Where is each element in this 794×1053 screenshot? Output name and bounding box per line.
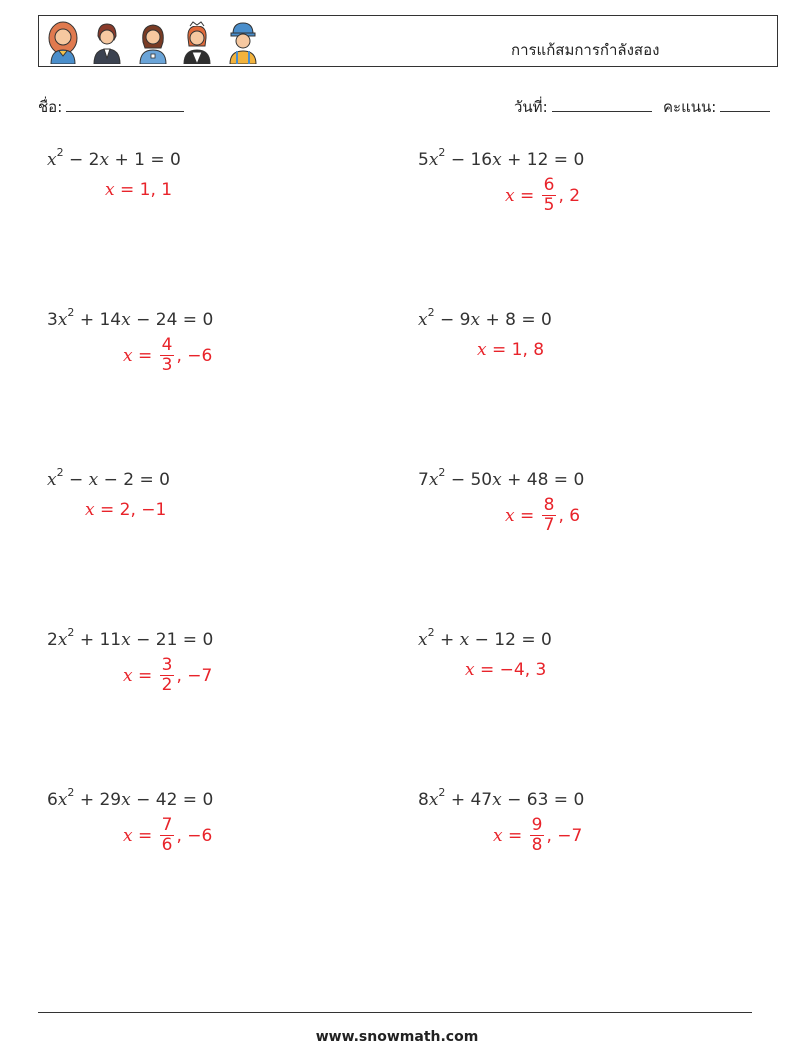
date-label: วันที่:: [514, 98, 548, 116]
problem-equation-10: $8x^2 + 47x - 63 = 0$: [418, 786, 585, 810]
problem-equation-5: $x^2 - x - 2 = 0$: [47, 466, 170, 490]
problem-answer-2: x = $\frac{6}{5}$ , 2: [505, 175, 581, 215]
woman-avatar-icon: [45, 20, 81, 64]
date-blank[interactable]: [552, 97, 652, 112]
nurse-avatar-icon: [135, 20, 171, 64]
problem-answer-4: x = 1 , 8: [477, 340, 545, 360]
problem-answer-10: x = $\frac{9}{8}$ , −7: [493, 815, 583, 855]
problem-answer-5: x = 2 , −1: [85, 500, 167, 520]
name-label: ชื่อ:: [38, 98, 63, 116]
problem-answer-9: x = $\frac{7}{6}$ , −6: [123, 815, 213, 855]
problem-equation-8: $x^2 + x - 12 = 0$: [418, 626, 552, 650]
score-field: [663, 95, 770, 119]
footer-url: www.snowmath.com: [315, 1029, 479, 1045]
page-title: การแก้สมการกำลังสอง: [511, 41, 660, 59]
score-blank[interactable]: [720, 97, 770, 112]
problem-answer-7: x = $\frac{3}{2}$ , −7: [123, 655, 213, 695]
worker-avatar-icon: [225, 20, 261, 64]
name-blank[interactable]: [66, 97, 184, 112]
score-label: คะแนน:: [663, 98, 717, 116]
businesswoman-avatar-icon: [89, 20, 125, 64]
problem-equation-2: $5x^2 - 16x + 12 = 0$: [418, 146, 585, 170]
problem-answer-1: x = 1 , 1: [105, 180, 173, 200]
header-box: [38, 15, 778, 67]
waitress-avatar-icon: [179, 20, 215, 64]
problem-equation-7: $2x^2 + 11x - 21 = 0$: [47, 626, 214, 650]
problem-answer-8: x = −4 , 3: [465, 660, 547, 680]
problem-answer-3: x = $\frac{4}{3}$ , −6: [123, 335, 213, 375]
footer-divider: [38, 1012, 752, 1013]
name-field: [38, 95, 184, 119]
problem-equation-3: $3x^2 + 14x - 24 = 0$: [47, 306, 214, 330]
problem-answer-6: x = $\frac{8}{7}$ , 6: [505, 495, 581, 535]
date-field: [514, 95, 652, 119]
problem-equation-9: $6x^2 + 29x - 42 = 0$: [47, 786, 214, 810]
problem-equation-4: $x^2 - 9x + 8 = 0$: [418, 306, 552, 330]
problem-equation-1: $x^2 - 2x + 1 = 0$: [47, 146, 181, 170]
problem-equation-6: $7x^2 - 50x + 48 = 0$: [418, 466, 585, 490]
